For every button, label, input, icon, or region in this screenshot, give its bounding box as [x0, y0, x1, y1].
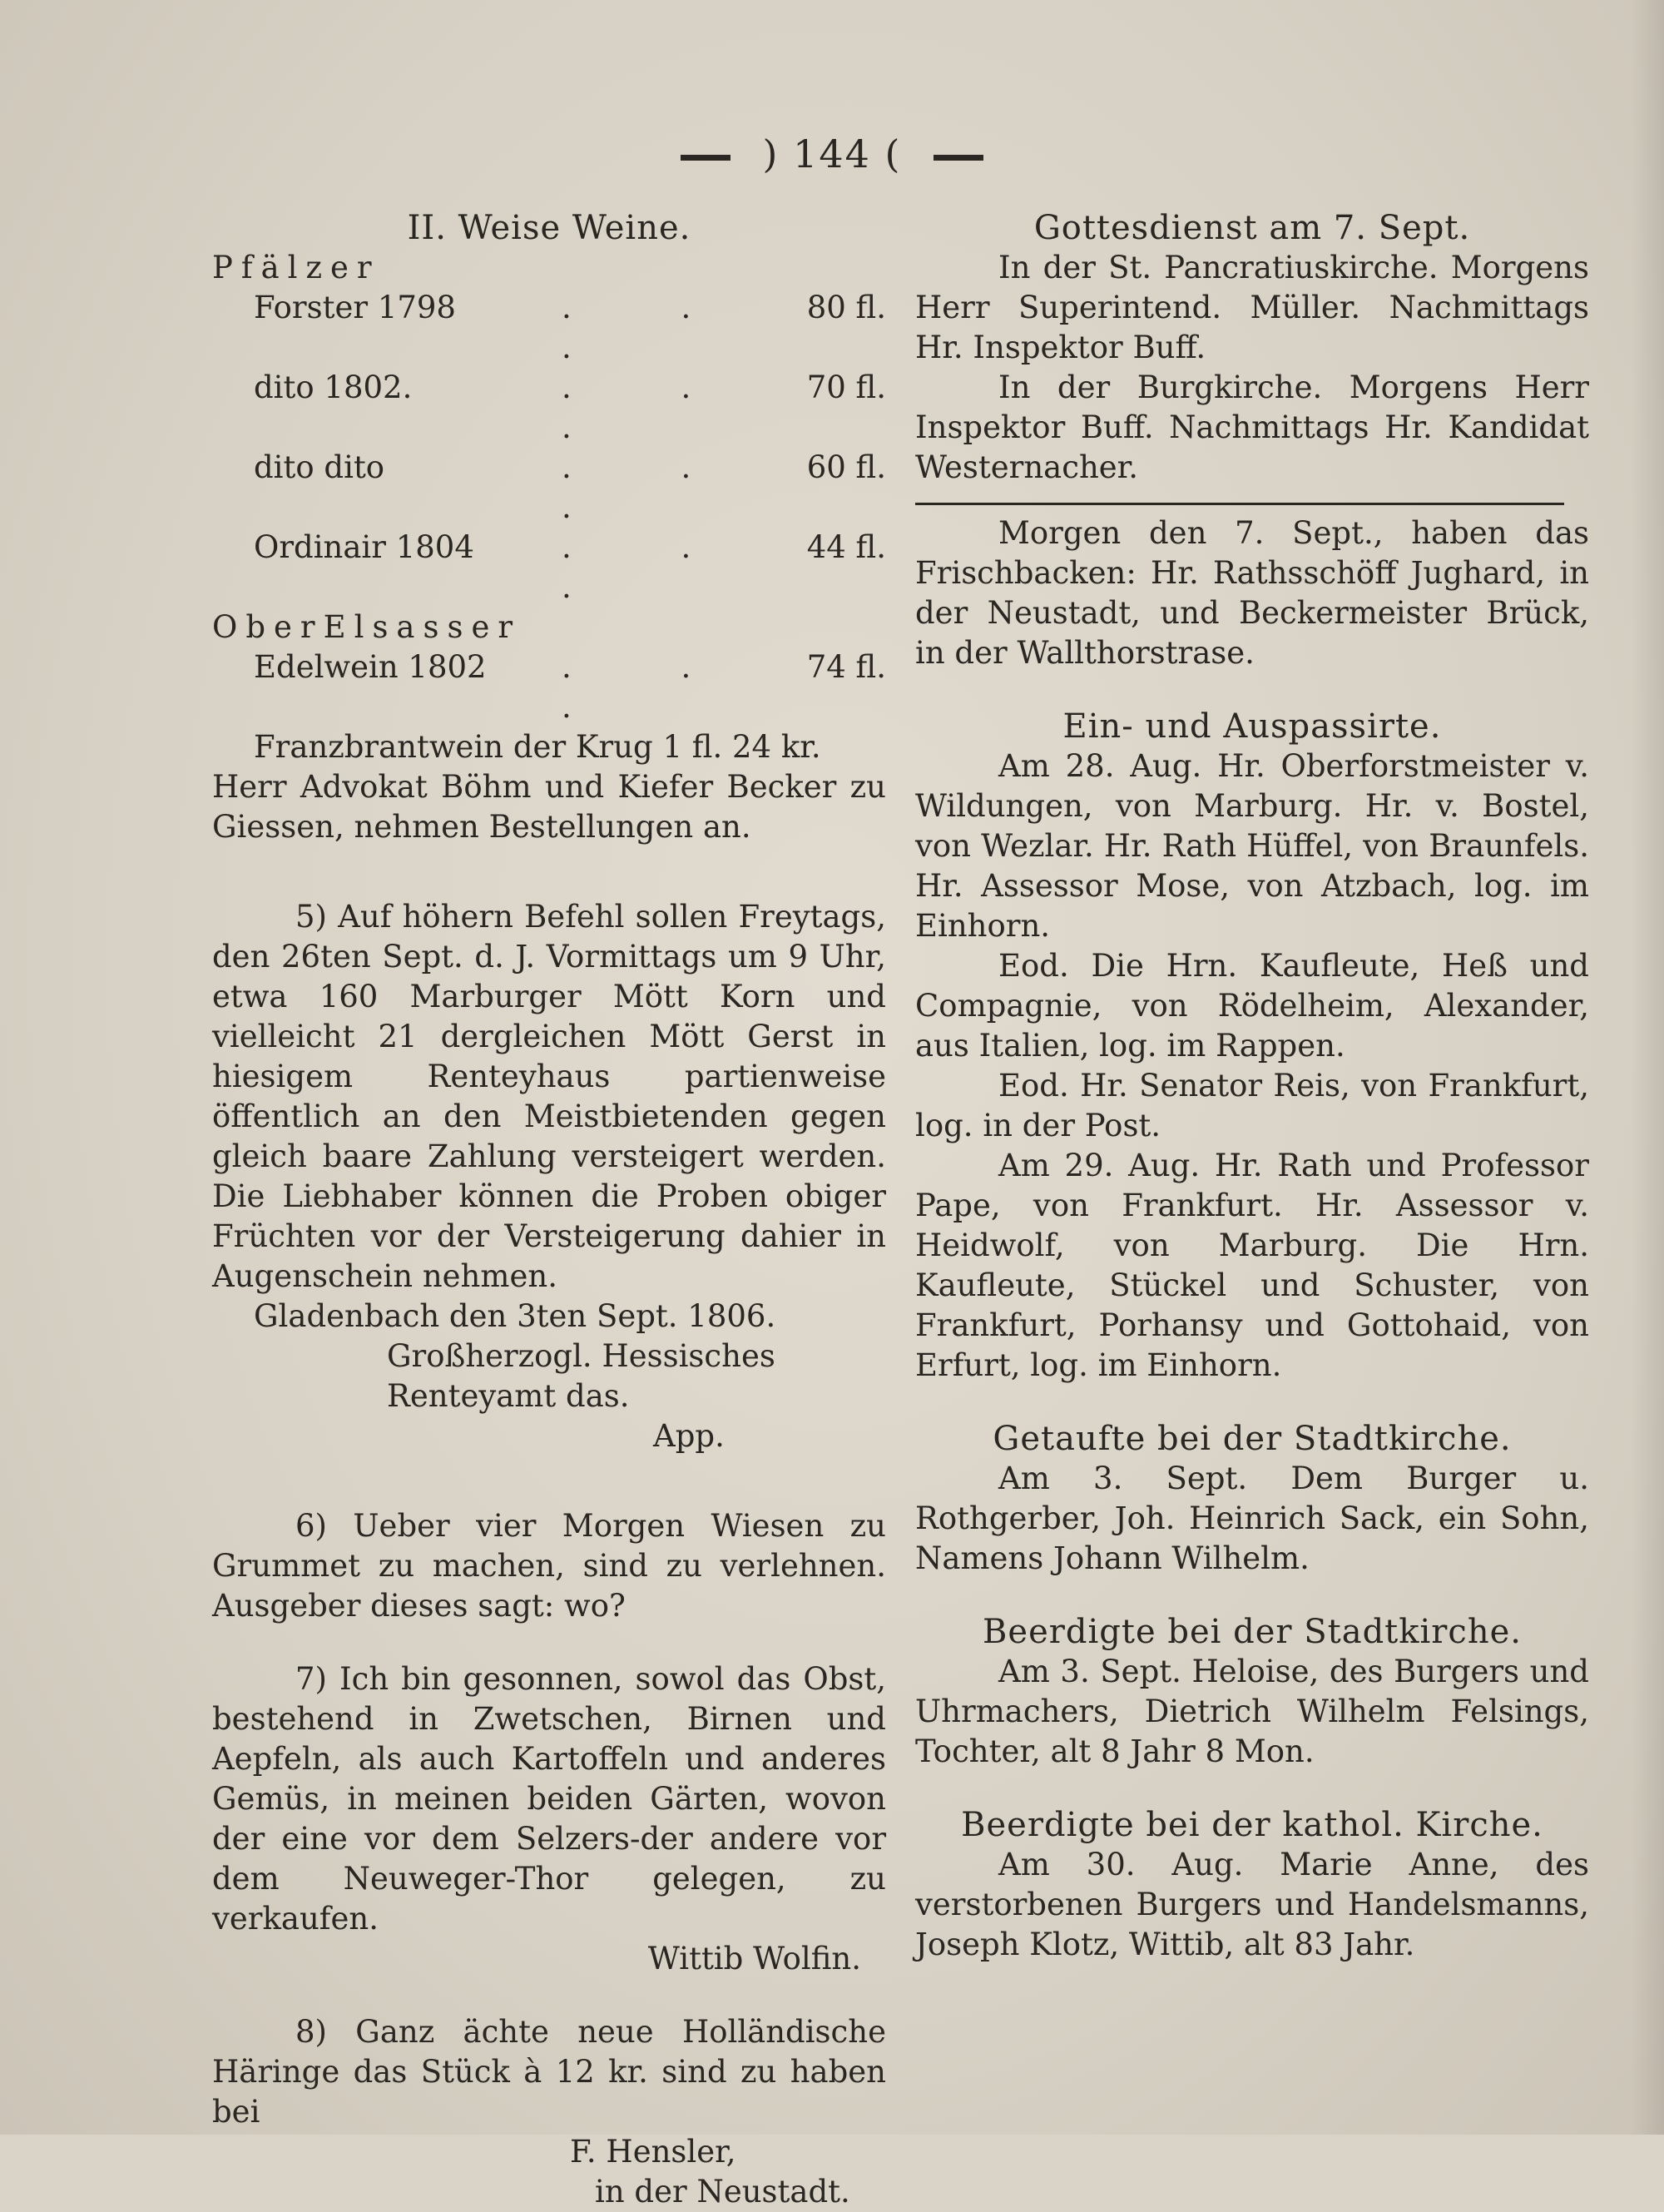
travel-entry: Am 28. Aug. Hr. Oberforstmeister v. Wildungen, von Marburg. Hr. v. Bostel, von Wezlar. Hr. Rath Hüffel, von Braunfels. Hr. Assessor Mose, von Atzbach, log. im Einhorn. [915, 748, 1589, 944]
buried-catholic-entry: Am 30. Aug. Marie Anne, des verstorbenen Burgers und Handelsmanns, Joseph Klotz, Wittib, alt 83 Jahr. [915, 1847, 1589, 1962]
header-dash-right [934, 155, 983, 161]
page-fold-shadow [1631, 0, 1664, 2135]
notice-7-signature: Wittib Wolfin. [647, 1941, 861, 1976]
leader-dots: . . . [562, 290, 741, 365]
wine-price: 70 fl. [806, 369, 886, 405]
service-pancratius: In der St. Pancratiuskirche. Morgens Herr Superintend. Müller. Nachmittags Hr. Inspektor Buff. [915, 250, 1589, 365]
leader-dots: . . . [562, 529, 741, 605]
wine-heading: II. Weise Weine. [407, 209, 691, 247]
service-heading: Gottesdienst am 7. Sept. [1033, 209, 1471, 247]
brandy-line: Franzbrantwein der Krug 1 fl. 24 kr. [254, 729, 821, 765]
buried-heading: Beerdigte bei der Stadtkirche. [983, 1613, 1522, 1651]
notice-5-place: Gladenbach den 3ten Sept. 1806. [254, 1298, 776, 1334]
wine-price: 44 fl. [806, 529, 886, 565]
wine-name: Ordinair 1804 [254, 529, 474, 565]
notice-8-address: in der Neustadt. [595, 2174, 850, 2210]
wine-row [212, 288, 886, 368]
wine-price: 74 fl. [806, 649, 886, 685]
notice-8: 8) Ganz ächte neue Holländische Häringe das Stück à 12 kr. sind zu haben bei [212, 2014, 886, 2130]
wine-row [212, 368, 886, 448]
notice-6: 6) Ueber vier Morgen Wiesen zu Grummet zu machen, sind zu verlehnen. Ausgeber dieses sagt: wo? [212, 1508, 886, 1624]
region-pfalzer: Pfälzer [212, 250, 380, 285]
header-dash-left [681, 155, 730, 161]
region-oberelsasser: OberElsasser [212, 609, 522, 645]
bakers-notice: Morgen den 7. Sept., haben das Frischbacken: Hr. Rathsschöff Jughard, in der Neustadt, und Beckermeister Brück, in der Wallthorstrase. [915, 515, 1589, 671]
wine-row [212, 528, 886, 608]
wine-row [212, 647, 886, 727]
wine-name: dito 1802. [254, 369, 413, 405]
buried-catholic-heading: Beerdigte bei der kathol. Kirche. [961, 1806, 1543, 1844]
notice-8-signature: F. Hensler, [570, 2134, 736, 2170]
wine-price: 80 fl. [806, 290, 886, 325]
travel-heading: Ein- und Auspassirte. [1062, 707, 1442, 746]
travel-entry: Am 29. Aug. Hr. Rath und Professor Pape, von Frankfurt. Hr. Assessor v. Heidwolf, von Marburg. Die Hrn. Kaufleute, Stückel und Schuster, von Frankfurt, Porhansy und Gottohaid, von Erfurt, log. im Einhorn. [915, 1148, 1589, 1383]
notice-5-initials: App. [653, 1418, 725, 1454]
left-column [212, 208, 886, 2212]
page-header [0, 131, 1664, 176]
section-rule [915, 503, 1564, 505]
wine-name: Forster 1798 [254, 290, 456, 325]
baptized-heading: Getaufte bei der Stadtkirche. [993, 1420, 1512, 1458]
travel-entry: Eod. Die Hrn. Kaufleute, Heß und Compagnie, von Rödelheim, Alexander, aus Italien, log. im Rappen. [915, 948, 1589, 1064]
page-number: ) 144 ( [762, 131, 902, 176]
travel-entry: Eod. Hr. Senator Reis, von Frankfurt, log. in der Post. [915, 1068, 1589, 1143]
order-note: Herr Advokat Böhm und Kiefer Becker zu Giessen, nehmen Bestellungen an. [212, 769, 886, 845]
buried-entry: Am 3. Sept. Heloise, des Burgers und Uhrmachers, Dietrich Wilhelm Felsings, Tochter, alt 8 Jahr 8 Mon. [915, 1654, 1589, 1769]
right-column [915, 208, 1589, 1965]
notice-5: 5) Auf höhern Befehl sollen Freytags, den 26ten Sept. d. J. Vormittags um 9 Uhr, etwa 160 Marburger Mött Korn und vielleicht 21 dergleichen Mött Gerst in hiesigem Renteyhaus partienweise öffentlich an den Meistbietenden gegen gleich baare Zahlung versteigert werden. Die Liebhaber können die Proben obiger Früchten vor der Versteigerung dahier in Augenschein nehmen. [212, 899, 886, 1294]
leader-dots: . . . [562, 449, 741, 525]
wine-name: Edelwein 1802 [254, 649, 487, 685]
baptized-entry: Am 3. Sept. Dem Burger u. Rothgerber, Joh. Heinrich Sack, ein Sohn, Namens Johann Wilhelm. [915, 1461, 1589, 1576]
wine-price: 60 fl. [806, 449, 886, 485]
service-burgkirche: In der Burgkirche. Morgens Herr Inspektor Buff. Nachmittags Hr. Kandidat Westernacher. [915, 369, 1589, 485]
leader-dots: . . . [562, 369, 741, 445]
leader-dots: . . . [562, 649, 741, 725]
notice-5-signature: Großherzogl. Hessisches Renteyamt das. [387, 1338, 775, 1414]
wine-name: dito dito [254, 449, 385, 485]
notice-7: 7) Ich bin gesonnen, sowol das Obst, bestehend in Zwetschen, Birnen und Aepfeln, als auch Kartoffeln und anderes Gemüs, in meinen beiden Gärten, wovon der eine vor dem Selzers-der andere vor dem Neuweger-Thor gelegen, zu verkaufen. [212, 1661, 886, 1937]
wine-row [212, 448, 886, 528]
